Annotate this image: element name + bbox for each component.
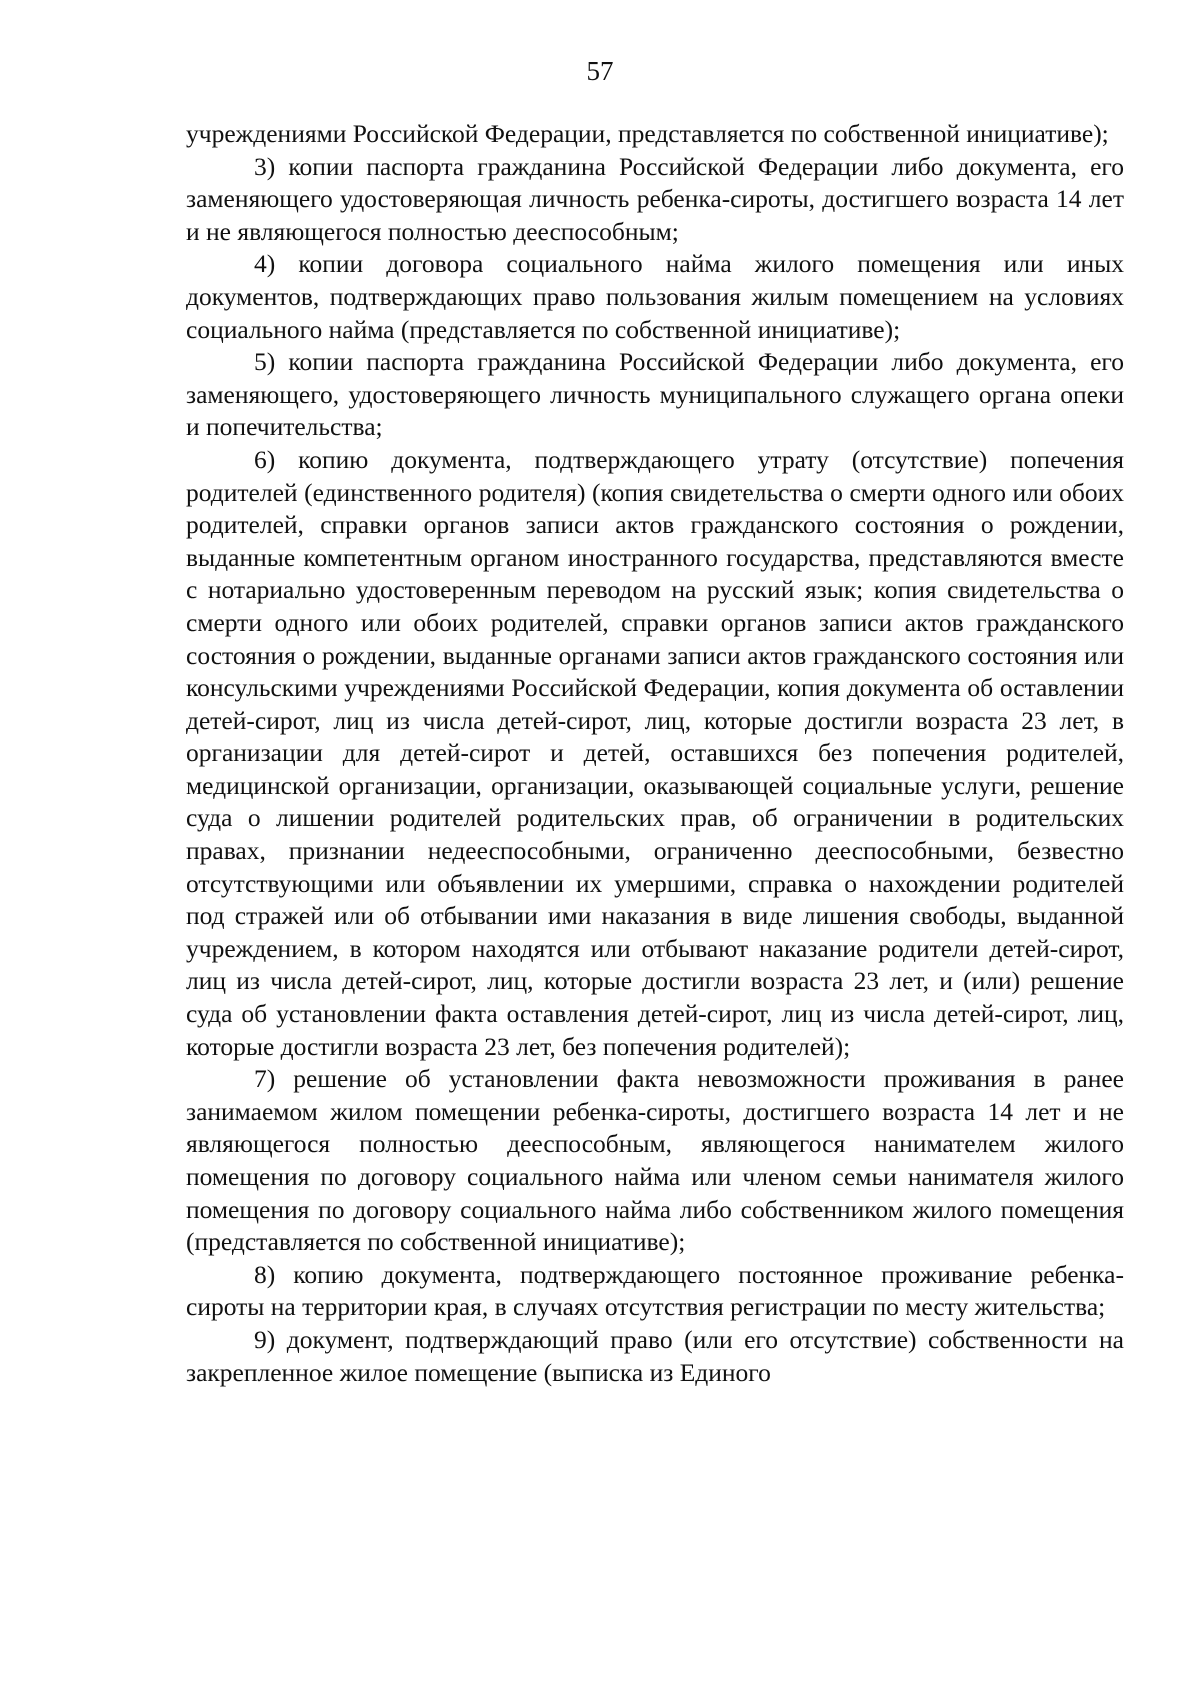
list-item-5: 5) копии паспорта гражданина Российской Федерации либо документа, его заменяющего, удостоверяющего личность муниципального служащего органа опеки и попечительства; (186, 347, 1124, 442)
document-body (186, 118, 1124, 1389)
list-item-9: 9) документ, подтверждающий право (или его отсутствие) собственности на закрепленное жилое помещение (выписка из Единого (186, 1324, 1124, 1387)
list-item-8: 8) копию документа, подтверждающего постоянное проживание ребенка-сироты на территории края, в случаях отсутствия регистрации по месту жительства; (186, 1259, 1124, 1322)
list-item-7: 7) решение об установлении факта невозможности проживания в ранее занимаемом жилом помещении ребенка-сироты, достигшего возраста 14 лет и не являющегося полностью дееспособным, являющегося нанимателем жилого помещения по договору социального найма или членом семьи нанимателя жилого помещения по договору социального найма либо собственником жилого помещения (представляется по собственной инициативе); (186, 1064, 1124, 1257)
list-item-4: 4) копии договора социального найма жилого помещения или иных документов, подтверждающих право пользования жилым помещением на условиях социального найма (представляется по собственной инициативе); (186, 249, 1124, 344)
list-item-6: 6) копию документа, подтверждающего утрату (отсутствие) попечения родителей (единственного родителя) (копия свидетельства о смерти одного или обоих родителей, справки органов записи актов гражданского состояния о рождении, выданные компетентным органом иностранного государства, представляются вместе с нотариально удостоверенным переводом на русский язык; копия свидетельства о смерти одного или обоих родителей, справки органов записи актов гражданского состояния о рождении, выданные органами записи актов гражданского состояния или консульскими учреждениями Российской Федерации, копия документа об оставлении детей-сирот, лиц из числа детей-сирот, лиц, которые достигли возраста 23 лет, в организации для детей-сирот и детей, оставшихся без попечения родителей, медицинской организации, организации, оказывающей социальные услуги, решение суда о лишении родителей родительских прав, об ограничении в родительских правах, признании недееспособными, ограниченно дееспособными, безвестно отсутствующими или объявлении их умершими, справка о нахождении родителей под стражей или об отбывании ими наказания в виде лишения свободы, выданной учреждением, в котором находятся или отбывают наказание родители детей-сирот, лиц из числа детей-сирот, лиц, которые достигли возраста 23 лет, и (или) решение суда об установлении факта оставления детей-сирот, лиц из числа детей-сирот, лиц, которые достигли возраста 23 лет, без попечения родителей); (186, 444, 1124, 1061)
page-number: 57 (586, 56, 614, 86)
list-item-3: 3) копии паспорта гражданина Российской Федерации либо документа, его заменяющего удостоверяющая личность ребенка-сироты, достигшего возраста 14 лет и не являющегося полностью дееспособным; (186, 151, 1124, 246)
paragraph-continuation: учреждениями Российской Федерации, представляется по собственной инициативе); (186, 119, 1109, 148)
